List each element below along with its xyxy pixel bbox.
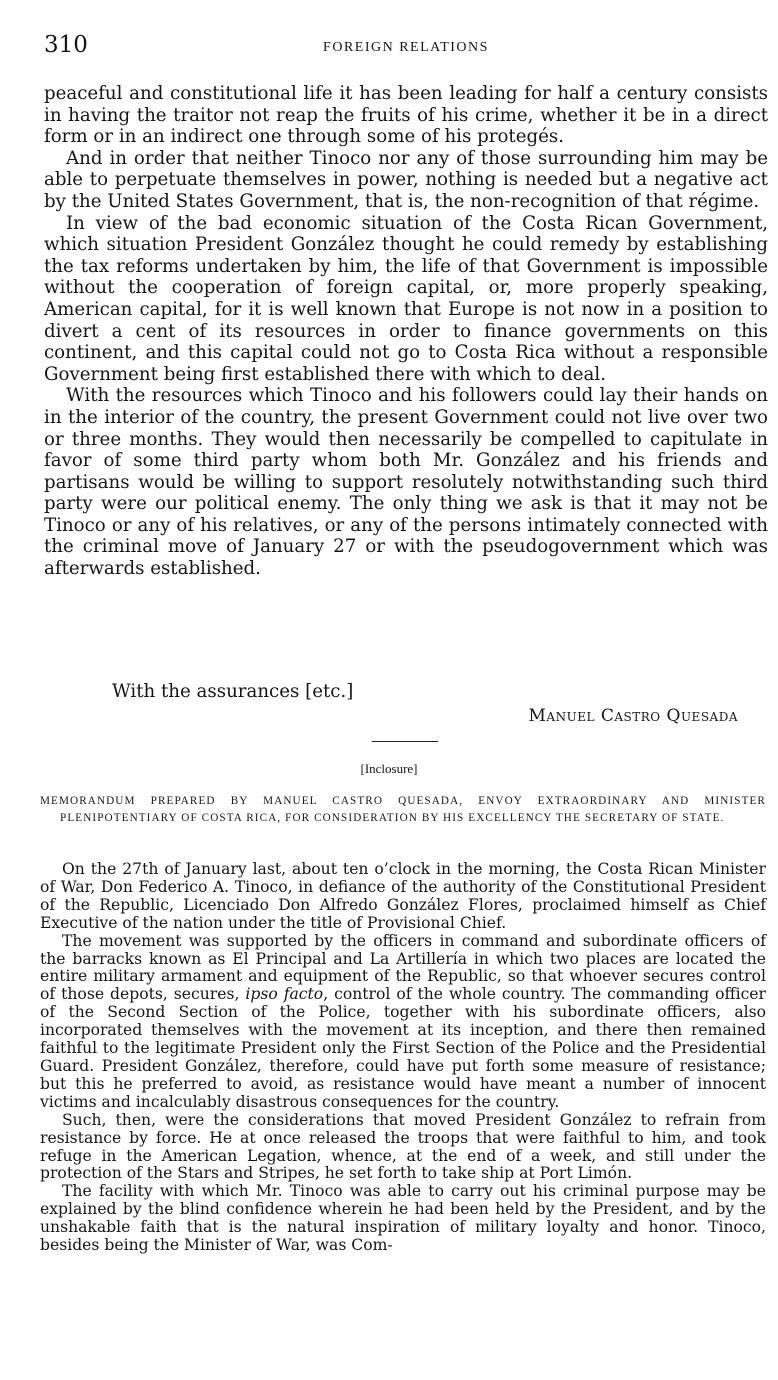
page-number: 310	[44, 32, 88, 58]
letter-paragraph: In view of the bad economic situation of the Costa Rican Government, which situation President González thought he could remedy by establishing the tax reforms undertaken by him, the life of that Government is impossible without the cooperation of foreign capital, or, more properly speaking, American capital, for it is well known that Europe is not now in a position to divert a cent of its resources in order to finance governments on this continent, and this capital could not go to Costa Rica without a responsible Government being first established there with which to deal.	[44, 212, 768, 385]
memorandum-paragraph	[40, 933, 766, 1112]
running-head: FOREIGN RELATIONS	[323, 40, 489, 55]
memorandum-heading: MEMORANDUM PREPARED BY MANUEL CASTRO QUESADA, ENVOY EXTRAORDINARY AND MINISTER PLENIPOTENTIARY OF COSTA RICA, FOR CONSIDERATION BY HIS EXCELLENCY THE SECRETARY OF STATE.	[40, 795, 766, 824]
paragraph-text: The movement was supported by the officers in command and subordinate officers of the barracks known as El Principal and La Artillería in which two places are located the entire military armament and equipment of the Republic, so that whoever secures control of those depots, secures,	[40, 931, 766, 1004]
letter-paragraph: peaceful and constitutional life it has been leading for half a century consists in having the traitor not reap the fruits of his crime, whether it be in a direct form or in an indirect one through some of his protegés.	[44, 83, 768, 148]
letter-closing: With the assurances [etc.]	[112, 681, 354, 702]
memorandum-body	[40, 861, 766, 1255]
signature: Manuel Castro Quesada	[528, 706, 738, 726]
italic-phrase: ipso facto	[245, 985, 324, 1004]
memorandum-paragraph: Such, then, were the considerations that moved President González to refrain from resistance by force. He at once released the troops that were faithful to him, and took refuge in the American Legation, whence, at the end of a week, and still under the protection of the Stars and Stripes, he set forth to take ship at Port Limón.	[40, 1110, 766, 1183]
inclosure-label: [Inclosure]	[360, 761, 418, 776]
paragraph-text: , control of the whole country. The commanding officer of the Second Section of the Police, together with his subordinate officers, also incorporated themselves with the movement at its inception, and there then remained faithful to the legitimate President only the First Section of the Police and the Presidential Guard. President González, therefore, could have put forth some measure of resistance; but this he preferred to avoid, as resistance would have meant a number of innocent victims and incalculably disastrous consequences for the country.	[40, 985, 766, 1111]
letter-paragraph: And in order that neither Tinoco nor any of those surrounding him may be able to perpetuate themselves in power, nothing is needed but a negative act by the United States Government, that is, the non-recognition of that régime.	[44, 147, 768, 212]
letter-paragraph: With the resources which Tinoco and his followers could lay their hands on in the interior of the country, the present Government could not live over two or three months. They would then necessarily be compelled to capitulate in favor of some third party whom both Mr. González and his friends and partisans would be willing to support resolutely notwithstanding such third party were our political enemy. The only thing we ask is that it may not be Tinoco or any of his relatives, or any of the persons intimately connected with the criminal move of January 27 or with the pseudogovernment which was afterwards established.	[44, 385, 768, 580]
page-header	[44, 32, 768, 66]
section-divider	[372, 741, 438, 742]
memorandum-paragraph: On the 27th of January last, about ten o’clock in the morning, the Costa Rican Minister of War, Don Federico A. Tinoco, in defiance of the authority of the Constitutional President of the Republic, Licenciado Don Alfredo González Flores, proclaimed himself as Chief Executive of the nation under the title of Provisional Chief.	[40, 860, 766, 932]
memorandum-paragraph: The facility with which Mr. Tinoco was able to carry out his criminal purpose may be explained by the blind confidence wherein he had been held by the President, and by the unshakable faith that is the natural inspiration of military loyalty and honor. Tinoco, besides being the Minister of War, was Com-	[40, 1182, 766, 1255]
letter-body	[44, 83, 768, 580]
